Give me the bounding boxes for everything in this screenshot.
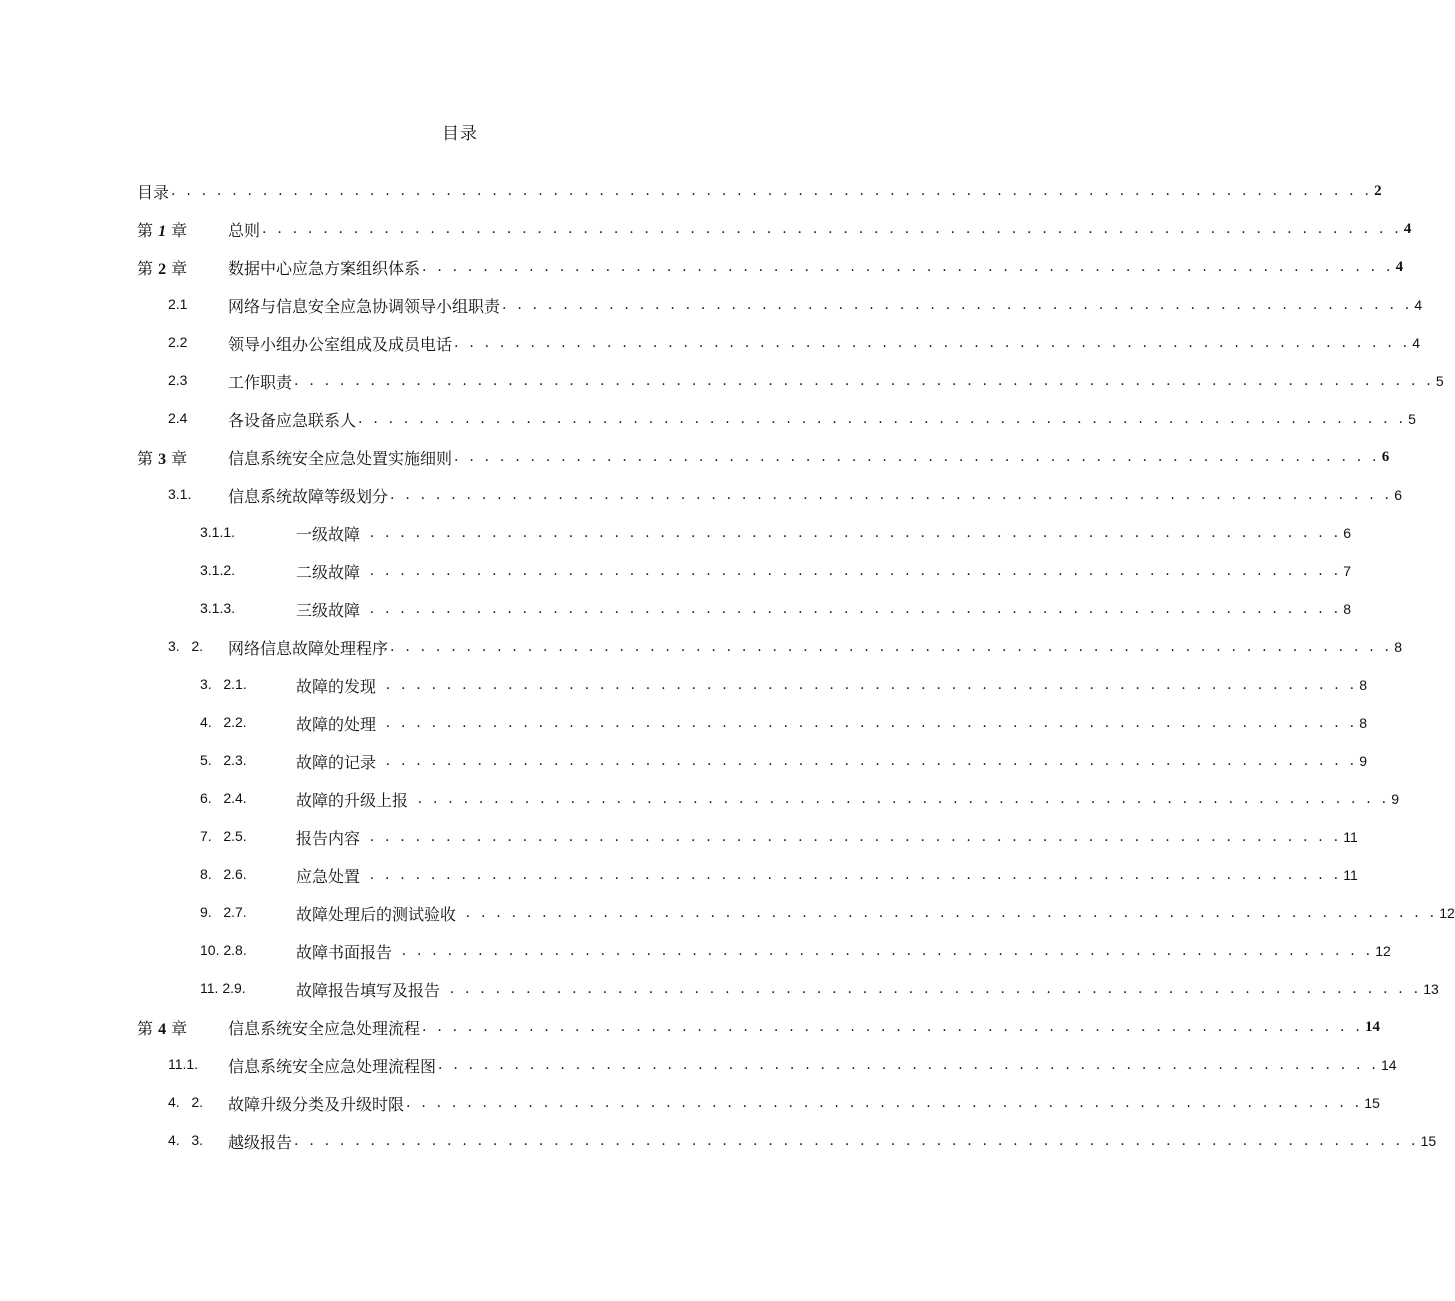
toc-section-number: 4. 3.	[168, 1132, 204, 1148]
toc-entry[interactable]	[0, 250, 1404, 288]
toc-page-number: 6	[1381, 449, 1390, 465]
toc-page-number: 9	[1359, 753, 1368, 769]
toc-section-number: 8. 2.6.	[200, 866, 247, 882]
toc-chapter-number: 第 4 章	[137, 1019, 188, 1038]
toc-entry-text: 信息系统故障等级划分	[228, 487, 389, 506]
toc-section-number: 9. 2.7.	[200, 904, 247, 920]
toc-page-number: 4	[1403, 221, 1412, 237]
toc-entry[interactable]	[0, 782, 1400, 820]
toc-page-number: 5	[1435, 373, 1444, 389]
toc-entry-text: 各设备应急联系人	[228, 411, 357, 430]
toc-section-number: 4. 2.2.	[200, 714, 247, 730]
toc-entry[interactable]	[0, 402, 1416, 440]
toc-leader: . . . . . . . . . . . . . . . . . . . . . . . . . . . . . . . . . . . . . . . . . . . . . . . . . . . . . . . . . . . . . . . .	[378, 715, 1358, 731]
toc-leader: . . . . . . . . . . . . . . . . . . . . . . . . . . . . . . . . . . . . . . . . . . . . . . . . . . . . . . . . . . . . . . . .	[362, 867, 1342, 883]
toc-leader: . . . . . . . . . . . . . . . . . . . . . . . . . . . . . . . . . . . . . . . . . . . . . . . . . . . . . . . . . . . . . . . . . . . . . . . . . . . . . . .	[171, 183, 1373, 199]
toc-entry[interactable]	[0, 820, 1358, 858]
toc-page-number: 4	[1412, 335, 1421, 351]
toc-entry-text: 总则	[228, 221, 261, 240]
toc-chapter-number: 第 1 章	[137, 221, 188, 240]
toc-section-number: 5. 2.3.	[200, 752, 247, 768]
toc-leader: . . . . . . . . . . . . . . . . . . . . . . . . . . . . . . . . . . . . . . . . . . . . . . . . . . . . . . . . . . . . . . . .	[378, 677, 1358, 693]
toc-entry[interactable]	[0, 896, 1455, 934]
toc-leader: . . . . . . . . . . . . . . . . . . . . . . . . . . . . . . . . . . . . . . . . . . . . . . . . . . . . . . . . . . . . . . . . . .	[390, 639, 1393, 655]
toc-section-number: 11.1.	[168, 1056, 199, 1072]
toc-leader: . . . . . . . . . . . . . . . . . . . . . . . . . . . . . . . . . . . . . . . . . . . . . . . . . . . . . . . . . . . . . . . .	[362, 525, 1342, 541]
toc-leader: . . . . . . . . . . . . . . . . . . . . . . . . . . . . . . . . . . . . . . . . . . . . . . . . . . . . . . . . . . . . . . . .	[442, 981, 1422, 997]
toc-entry[interactable]	[0, 858, 1358, 896]
toc-page-number: 5	[1408, 411, 1416, 427]
toc-entry-text: 故障的记录	[296, 753, 377, 772]
toc-entry-text: 工作职责	[228, 373, 293, 392]
toc-section-number: 2.2	[168, 334, 188, 350]
toc-entry[interactable]	[0, 516, 1352, 554]
toc-page-number: 8	[1394, 639, 1402, 655]
toc-entry-text: 故障的发现	[296, 677, 377, 696]
toc-page-number: 2	[1374, 183, 1382, 199]
toc-entry-text: 越级报告	[228, 1133, 293, 1152]
toc-entry-text: 数据中心应急方案组织体系	[228, 259, 421, 278]
toc-entry[interactable]	[0, 478, 1402, 516]
toc-section-number: 11. 2.9.	[200, 980, 246, 996]
toc-page-number: 11	[1343, 867, 1358, 883]
toc-page-number: 8	[1359, 677, 1368, 693]
toc-entry-text: 信息系统安全应急处置实施细则	[228, 449, 453, 468]
toc-entry[interactable]	[0, 706, 1368, 744]
toc-entry-text: 三级故障	[296, 601, 361, 620]
toc-entry-text: 故障升级分类及升级时限	[228, 1095, 405, 1114]
toc-leader: . . . . . . . . . . . . . . . . . . . . . . . . . . . . . . . . . . . . . . . . . . . . . . . . . . . . . . . . . . . . . . . .	[394, 943, 1374, 959]
toc-section-number: 3.1.2.	[200, 562, 236, 578]
toc-entry[interactable]	[0, 554, 1352, 592]
toc-leader: . . . . . . . . . . . . . . . . . . . . . . . . . . . . . . . . . . . . . . . . . . . . . . . . . . . . . . . . . . . . . . . . . .	[390, 487, 1393, 503]
toc-section-number: 3. 2.	[168, 638, 204, 654]
toc-page-number: 4	[1395, 259, 1404, 275]
toc-entry[interactable]	[0, 630, 1402, 668]
toc-chapter-number: 第 2 章	[137, 259, 188, 278]
toc-leader: . . . . . . . . . . . . . . . . . . . . . . . . . . . . . . . . . . . . . . . . . . . . . . . . . . . . . . . . . . . . .	[454, 449, 1380, 465]
toc-entry-text: 目录	[137, 183, 170, 202]
toc-section-number: 10. 2.8.	[200, 942, 247, 958]
toc-page-number: 8	[1359, 715, 1368, 731]
toc-section-number: 3.1.3.	[200, 600, 236, 616]
toc-page-number: 6	[1343, 525, 1352, 541]
toc-page-number: 12	[1375, 943, 1391, 959]
toc-entry[interactable]	[0, 174, 1382, 212]
toc-section-number: 2.4	[168, 410, 188, 426]
toc-entry[interactable]	[0, 1010, 1380, 1048]
toc-leader: . . . . . . . . . . . . . . . . . . . . . . . . . . . . . . . . . . . . . . . . . . . . . . . . . . . . . . . . . . . . . . . .	[362, 563, 1342, 579]
toc-leader: . . . . . . . . . . . . . . . . . . . . . . . . . . . . . . . . . . . . . . . . . . . . . . . . . . . . . . . . . . . . . . . . . . . . . . . . . . .	[294, 373, 1434, 389]
toc-entry[interactable]	[0, 972, 1439, 1010]
toc-page-number: 13	[1423, 981, 1439, 997]
toc-leader: . . . . . . . . . . . . . . . . . . . . . . . . . . . . . . . . . . . . . . . . . . . . . . . . . . . . . . . . . . . . . . .	[406, 1095, 1363, 1111]
toc-section-number: 4. 2.	[168, 1094, 204, 1110]
toc-leader: . . . . . . . . . . . . . . . . . . . . . . . . . . . . . . . . . . . . . . . . . . . . . . . . . . . . . . . . . . . . . . . .	[458, 905, 1438, 921]
toc-entry[interactable]	[0, 364, 1444, 402]
toc-entry-text: 故障报告填写及报告	[296, 981, 441, 1000]
toc-entry-text: 网络信息故障处理程序	[228, 639, 389, 658]
toc-page-number: 9	[1391, 791, 1400, 807]
toc-leader: . . . . . . . . . . . . . . . . . . . . . . . . . . . . . . . . . . . . . . . . . . . . . . . . . . . . . . . . . . . . . . . .	[422, 259, 1394, 275]
toc-leader: . . . . . . . . . . . . . . . . . . . . . . . . . . . . . . . . . . . . . . . . . . . . . . . . . . . . . . . . . . . . . . . .	[362, 829, 1342, 845]
toc-entry[interactable]	[0, 326, 1421, 364]
toc-chapter-number: 第 3 章	[137, 449, 188, 468]
toc-section-number: 7. 2.5.	[200, 828, 247, 844]
toc-entry[interactable]	[0, 288, 1423, 326]
toc-entry[interactable]	[0, 668, 1368, 706]
toc-entry-text: 故障的升级上报	[296, 791, 409, 810]
toc-entry[interactable]	[0, 592, 1352, 630]
toc-leader: . . . . . . . . . . . . . . . . . . . . . . . . . . . . . . . . . . . . . . . . . . . . . . . . . . . . . . . . . . . . . . . .	[378, 753, 1358, 769]
toc-section-number: 2.3	[168, 372, 188, 388]
toc-leader: . . . . . . . . . . . . . . . . . . . . . . . . . . . . . . . . . . . . . . . . . . . . . . . . . . . . . . . . . . . .	[502, 297, 1413, 313]
toc-entry-text: 故障的处理	[296, 715, 377, 734]
toc-section-number: 2.1	[168, 296, 188, 312]
toc-leader: . . . . . . . . . . . . . . . . . . . . . . . . . . . . . . . . . . . . . . . . . . . . . . . . . . . . . . . . . . . . . . .	[454, 335, 1411, 351]
toc-page-number: 11	[1343, 829, 1358, 845]
toc-page-number: 12	[1439, 905, 1455, 921]
toc-entry-text: 二级故障	[296, 563, 361, 582]
toc-entry-text: 领导小组办公室组成及成员电话	[228, 335, 453, 354]
toc-entry-text: 网络与信息安全应急协调领导小组职责	[228, 297, 501, 316]
toc-section-number: 3.1.	[168, 486, 192, 502]
toc-leader: . . . . . . . . . . . . . . . . . . . . . . . . . . . . . . . . . . . . . . . . . . . . . . . . . . . . . . . . . . . . . . . .	[410, 791, 1390, 807]
toc-page-number: 7	[1343, 563, 1352, 579]
toc-page-number: 6	[1394, 487, 1402, 503]
toc-entry[interactable]	[0, 744, 1368, 782]
toc-entry-text: 应急处置	[296, 867, 361, 886]
toc-section-number: 3.1.1.	[200, 524, 236, 540]
toc-entry-text: 信息系统安全应急处理流程	[228, 1019, 421, 1038]
toc-page-number: 4	[1414, 297, 1423, 313]
toc-entry-text: 报告内容	[296, 829, 361, 848]
toc-page-number: 15	[1420, 1133, 1437, 1149]
toc-leader: . . . . . . . . . . . . . . . . . . . . . . . . . . . . . . . . . . . . . . . . . . . . . . . . . . . . . . . . . . . . . . . .	[362, 601, 1342, 617]
toc-entry[interactable]	[0, 934, 1391, 972]
toc-leader: . . . . . . . . . . . . . . . . . . . . . . . . . . . . . . . . . . . . . . . . . . . . . . . . . . . . . . . . . . . . . . . . . . . . .	[358, 411, 1407, 427]
toc-entry[interactable]	[0, 440, 1390, 478]
toc-entry[interactable]	[0, 1086, 1380, 1124]
toc-leader: . . . . . . . . . . . . . . . . . . . . . . . . . . . . . . . . . . . . . . . . . . . . . . . . . . . . . . . . . . . . . . . . . . . . . . . . . .	[294, 1133, 1419, 1149]
toc-entry-text: 故障处理后的测试验收	[296, 905, 457, 924]
toc-entry-text: 信息系统安全应急处理流程图	[228, 1057, 437, 1076]
toc-leader: . . . . . . . . . . . . . . . . . . . . . . . . . . . . . . . . . . . . . . . . . . . . . . . . . . . . . . . . . . . . . .	[422, 1019, 1363, 1035]
toc-section-number: 6. 2.4.	[200, 790, 247, 806]
toc-page-number: 14	[1365, 1019, 1380, 1035]
toc-page-number: 15	[1364, 1095, 1380, 1111]
toc-entry[interactable]	[0, 1124, 1437, 1162]
toc-entry-text: 一级故障	[296, 525, 361, 544]
toc-leader: . . . . . . . . . . . . . . . . . . . . . . . . . . . . . . . . . . . . . . . . . . . . . . . . . . . . . . . . . . . . . . . . . . . . . . . . . . .	[262, 221, 1402, 237]
toc-page-number: 8	[1343, 601, 1352, 617]
page-title: 目录	[442, 124, 478, 144]
toc-entry[interactable]	[0, 1048, 1397, 1086]
toc-section-number: 3. 2.1.	[200, 676, 247, 692]
toc-entry-text: 故障书面报告	[296, 943, 393, 962]
toc-leader: . . . . . . . . . . . . . . . . . . . . . . . . . . . . . . . . . . . . . . . . . . . . . . . . . . . . . . . . . . . . . .	[438, 1057, 1379, 1073]
toc-page-number: 14	[1381, 1057, 1397, 1073]
toc-entry[interactable]	[0, 212, 1412, 250]
